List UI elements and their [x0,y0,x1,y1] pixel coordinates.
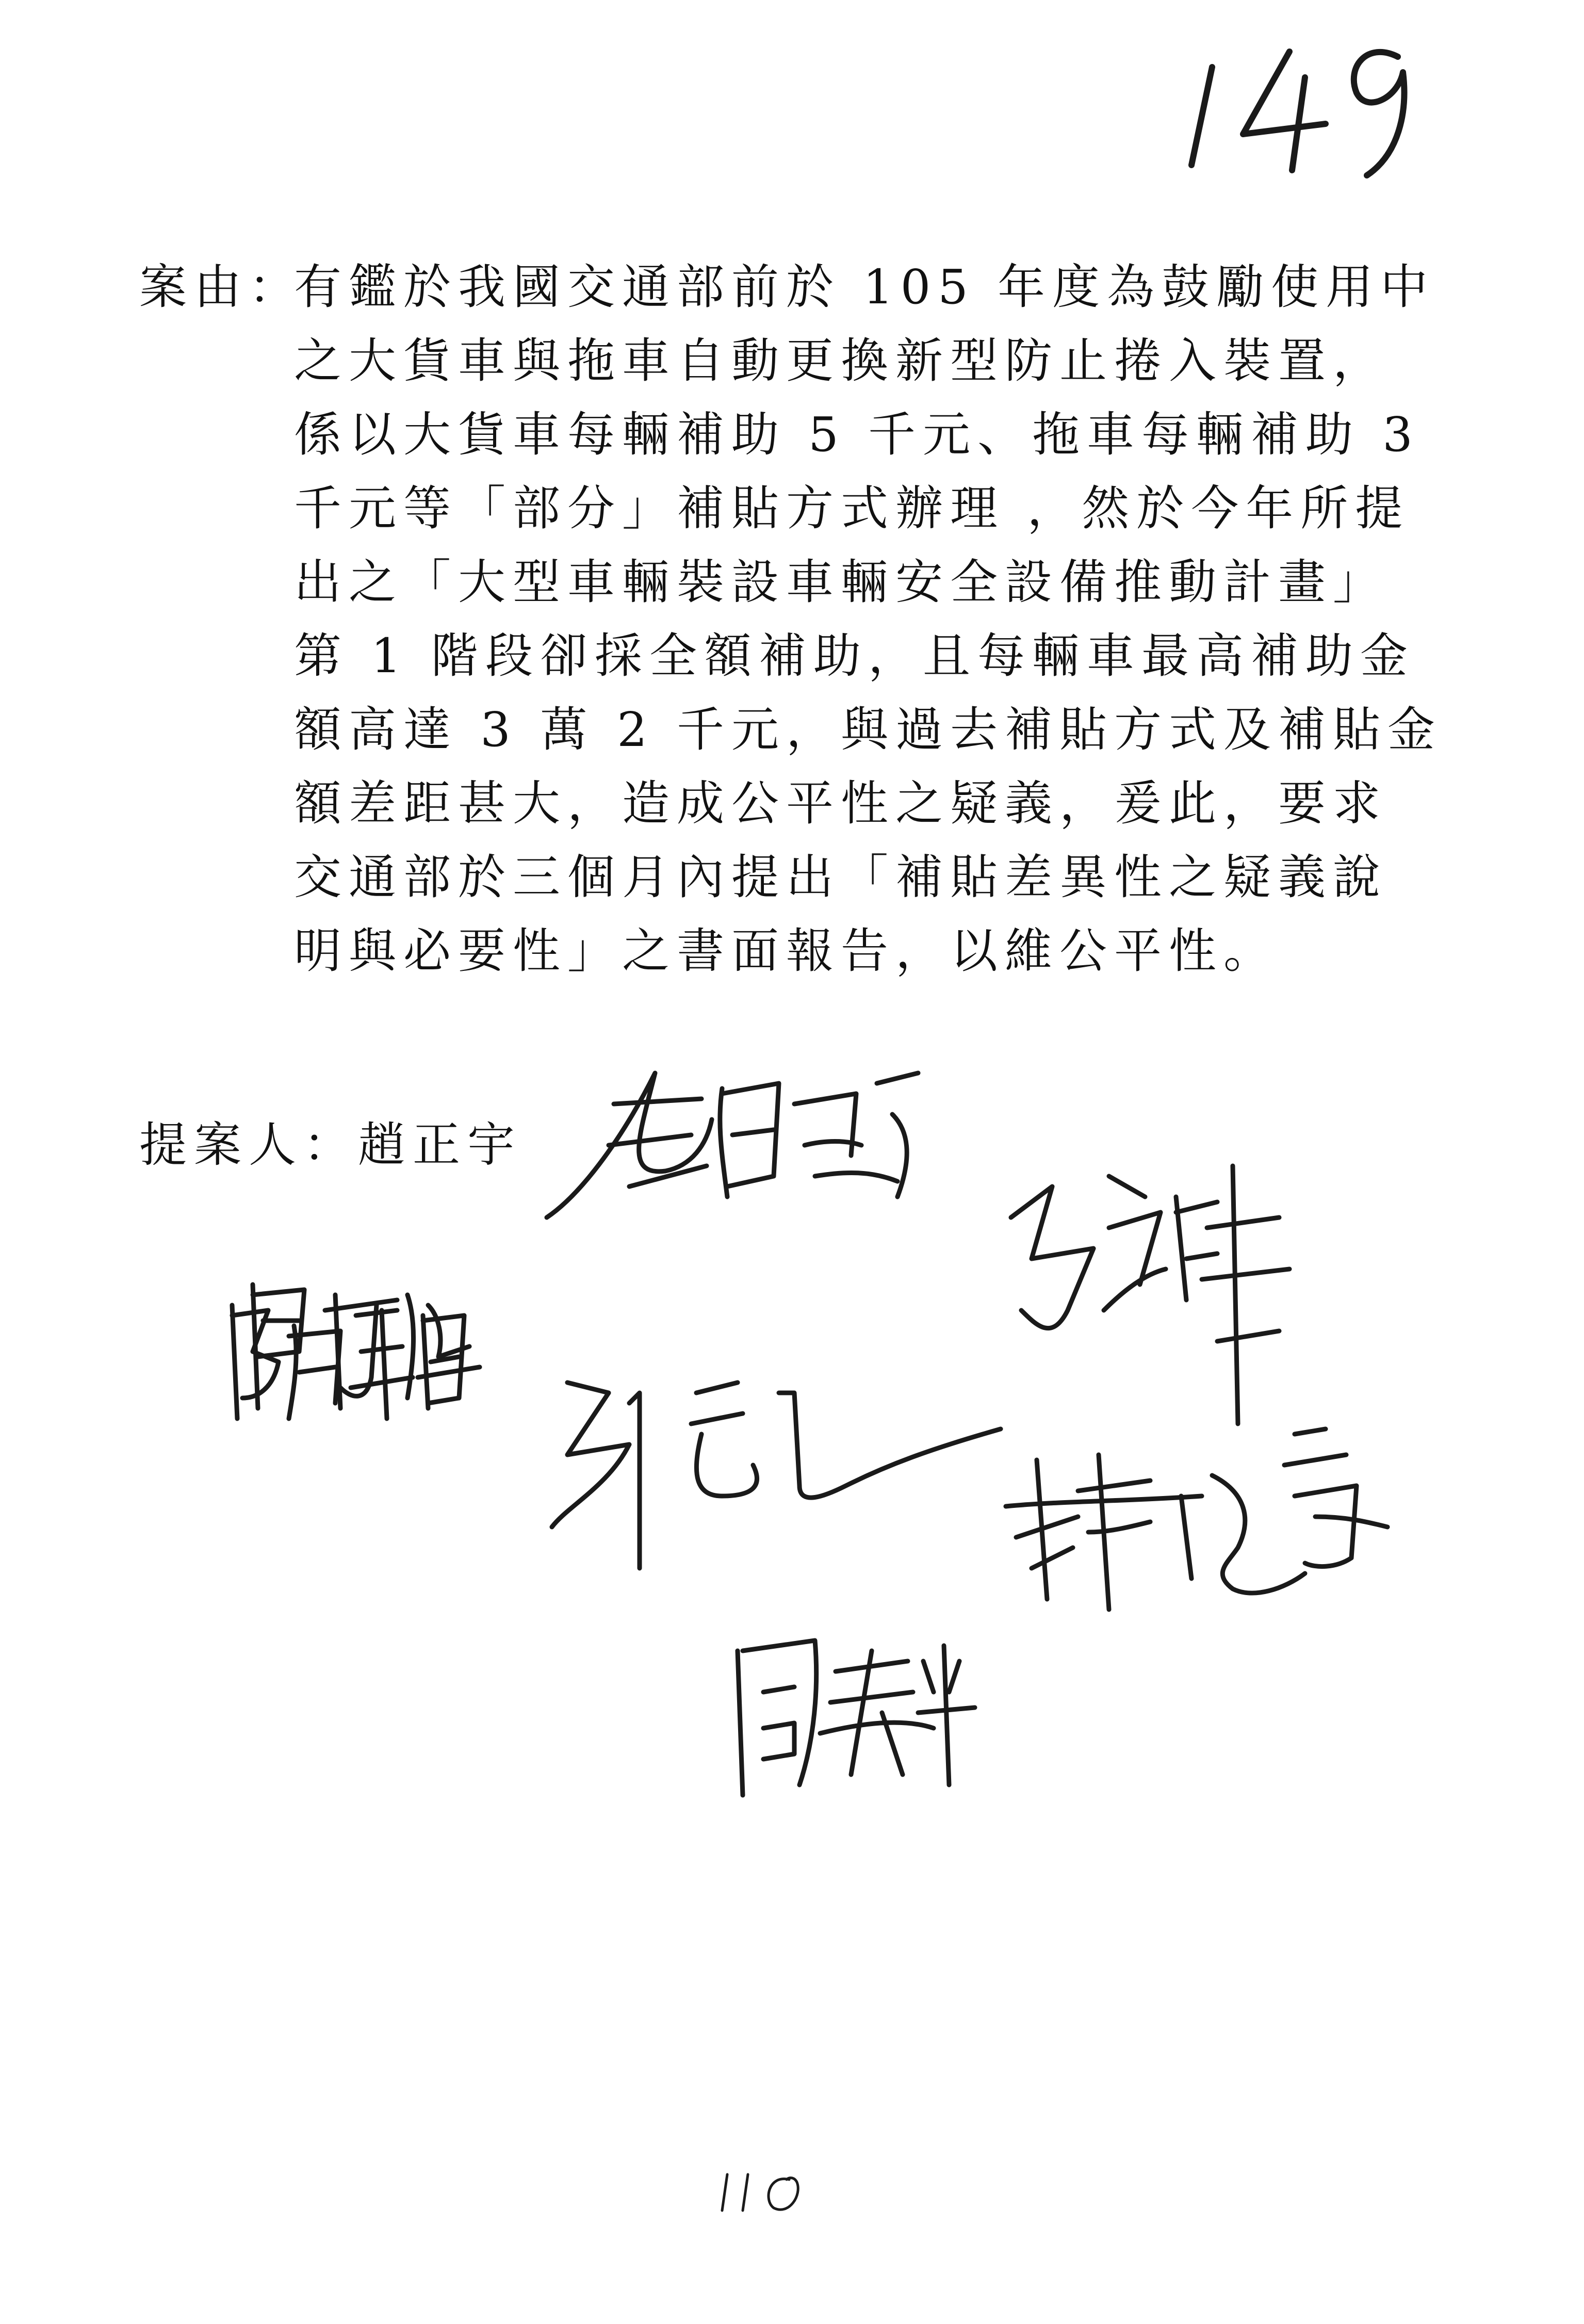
motion-label: 案由： [139,259,304,315]
handwritten-page-stamp [1181,36,1418,191]
signature-5-drawing [995,1413,1398,1630]
signature-6 [227,1295,475,1429]
signature-6-drawing [227,1295,475,1429]
motion-line-10: 明與必要性」之書面報告，以維公平性。 [294,923,1279,979]
signature-1 [536,1042,928,1238]
signature-4 [536,1362,1011,1579]
signature-7-drawing [717,1630,985,1800]
motion-line-3: 係以大貨車每輛補助 5 千元、拖車每輛補助 3 [294,407,1420,462]
handwritten-page-number [712,2164,815,2221]
motion-line-5: 出之「大型車輛裝設車輛安全設備推動計畫」 [294,555,1388,610]
signature-1-drawing [536,1042,928,1238]
proposer-line [139,1114,522,1176]
proposer-name: 趙正宇 [358,1117,522,1173]
motion-text-block [139,250,1443,988]
signature-7 [717,1630,985,1800]
motion-line-2: 之大貨車與拖車自動更換新型防止捲入裝置， [294,333,1388,388]
motion-line-9: 交通部於三個月內提出「補貼差異性之疑義說 [294,850,1388,905]
motion-line-7: 額高達 3 萬 2 千元，與過去補貼方式及補貼金 [294,702,1443,757]
motion-line-4: 千元等「部分」補貼方式辦理 ，然於今年所提 [294,481,1410,536]
signature-5 [995,1413,1398,1630]
motion-line-1: 案由：有鑑於我國交通部前於 105 年度為鼓勵使用中 [139,250,1341,324]
motion-line-8: 額差距甚大，造成公平性之疑義，爰此，要求 [294,776,1388,831]
signature-4-drawing [536,1362,1011,1579]
proposer-label: 提案人： [139,1117,358,1173]
handwritten-149-drawing [1181,36,1418,191]
motion-line-6: 第 1 階段卻採全額補助，且每輛車最高補助金 [294,628,1415,684]
handwritten-110-drawing [712,2164,815,2221]
